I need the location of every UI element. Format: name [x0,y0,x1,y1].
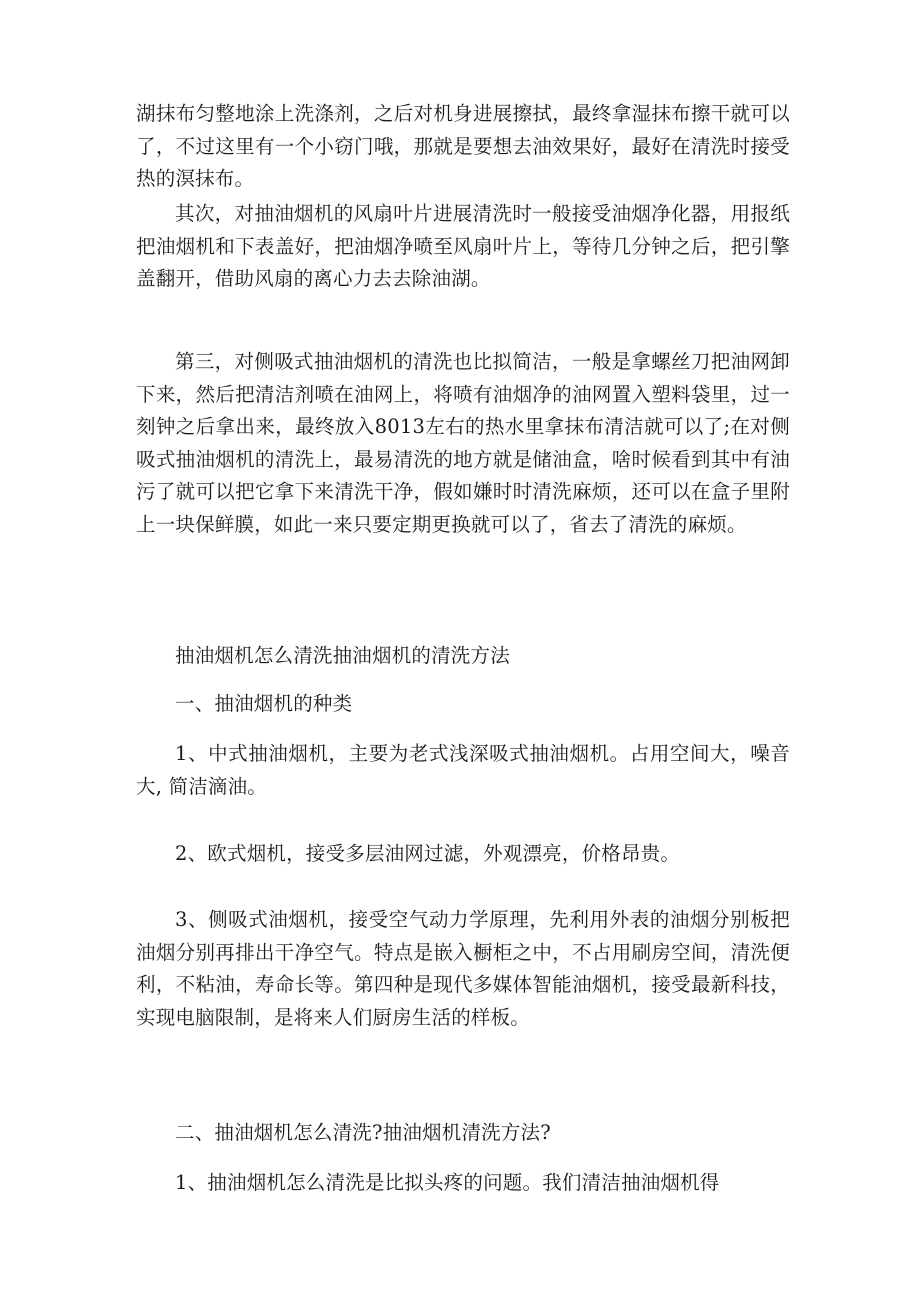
section-heading-how-to-clean: 二、抽油烟机怎么清洗?抽油烟机清洗方法? [175,1121,551,1144]
section-heading-types: 一、抽油烟机的种类 [175,692,353,715]
paragraph-side-suction: 第三，对侧吸式抽油烟机的清洗也比拟简洁，一般是拿螺丝刀把油网卸下来，然后把清洁剂喷在油网上，将喷有油烟净的油网置入塑料袋里，过一刻钟之后拿出来，最终放入8013左右的热水里拿抹布清洁就可以了;在对侧吸式抽油烟机的清洗上，最易清洗的地方就是储油盒，啥时候看到其中有油污了就可以把它拿下来清洗干净，假如嫌时时清洗麻烦，还可以在盒子里附上一块保鲜膜，如此一来只要定期更换就可以了，省去了清洗的麻烦。 [136,350,790,536]
list-item-european-style: 2、欧式烟机，接受多层油网过滤，外观漂亮，价格昂贵。 [175,842,681,865]
paragraph-continued-cleaning: 湖抹布匀整地涂上洗涤剂，之后对机身进展擦拭，最终拿湿抹布擦干就可以了，不过这里有一个小窃门哦，那就是要想去油效果好，最好在清洗时接受热的溟抹布。 [136,102,790,191]
list-item-side-suction: 3、侧吸式油烟机，接受空气动力学原理，先利用外表的油烟分别板把油烟分别再排出干净空气。特点是嵌入橱柜之中，不占用刷房空间，清洗便利，不粘油，寿命长等。第四种是现代多媒体智能油烟机，接受最新科技，实现电脑限制，是将来人们厨房生活的样板。 [136,908,790,1029]
list-item-chinese-style: 1、中式抽油烟机，主要为老式浅深吸式抽油烟机。占用空间大，噪音大, 简洁滴油。 [136,742,790,798]
list-item-cleaning-intro: 1、抽油烟机怎么清洗是比拟头疼的问题。我们清洁抽油烟机得 [175,1171,720,1194]
paragraph-fan-blades: 其次，对抽油烟机的风扇叶片进展清洗时一般接受油烟净化器，用报纸把油烟机和下表盖好，把油烟净喷至风扇叶片上，等待几分钟之后，把引擎盖翻开，借助风扇的离心力去去除油湖。 [136,202,790,291]
section-heading-cleaning-method: 抽油烟机怎么清洗抽油烟机的清洗方法 [175,644,510,667]
